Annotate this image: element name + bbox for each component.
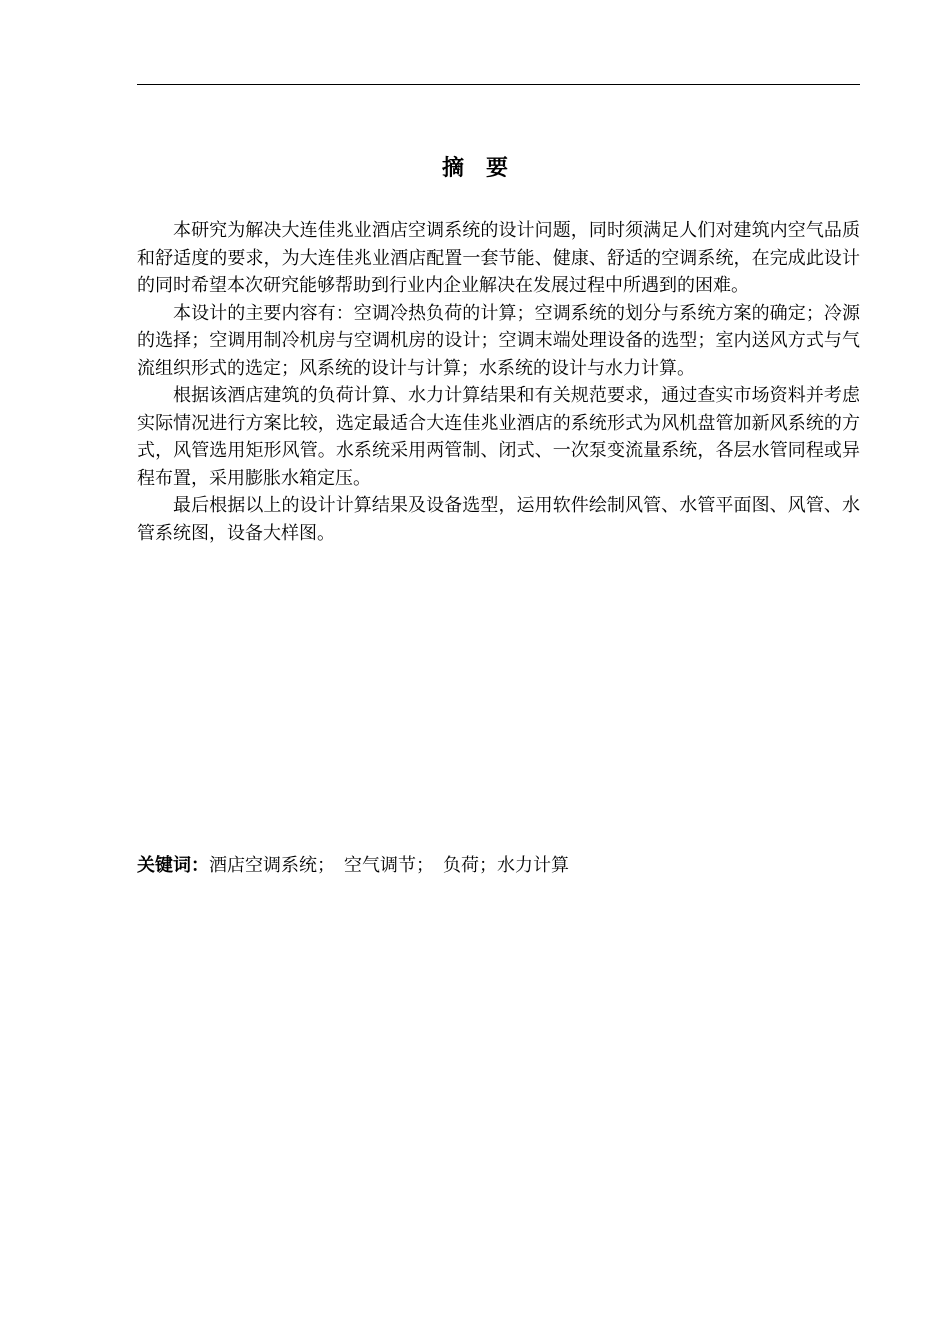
abstract-paragraph-3: 根据该酒店建筑的负荷计算、水力计算结果和有关规范要求，通过查实市场资料并考虑实际情况进行方案比较，选定最适合大连佳兆业酒店的系统形式为风机盘管加新风系统的方式，风管选用矩形风管。水系统采用两管制、闭式、一次泵变流量系统，各层水管同程或异程布置，采用膨胀水箱定压。 — [137, 385, 860, 489]
header-rule — [137, 84, 860, 85]
abstract-body — [137, 217, 860, 547]
abstract-title: 摘 要 — [441, 156, 508, 181]
keywords-line — [137, 852, 860, 880]
keywords-items: 酒店空调系统； 空气调节； 负荷；水力计算 — [209, 855, 569, 876]
abstract-paragraph-2: 本设计的主要内容有：空调冷热负荷的计算；空调系统的划分与系统方案的确定；冷源的选择；空调用制冷机房与空调机房的设计；空调末端处理设备的选型；室内送风方式与气流组织形式的选定；风系统的设计与计算；水系统的设计与水力计算。 — [137, 302, 860, 379]
abstract-paragraph-1: 本研究为解决大连佳兆业酒店空调系统的设计问题，同时须满足人们对建筑内空气品质和舒适度的要求，为大连佳兆业酒店配置一套节能、健康、舒适的空调系统，在完成此设计的同时希望本次研究能够帮助到行业内企业解决在发展过程中所遇到的困难。 — [137, 220, 860, 296]
abstract-paragraph-4: 最后根据以上的设计计算结果及设备选型，运用软件绘制风管、水管平面图、风管、水管系统图，设备大样图。 — [137, 495, 860, 544]
keywords-label: 关键词： — [137, 855, 209, 876]
